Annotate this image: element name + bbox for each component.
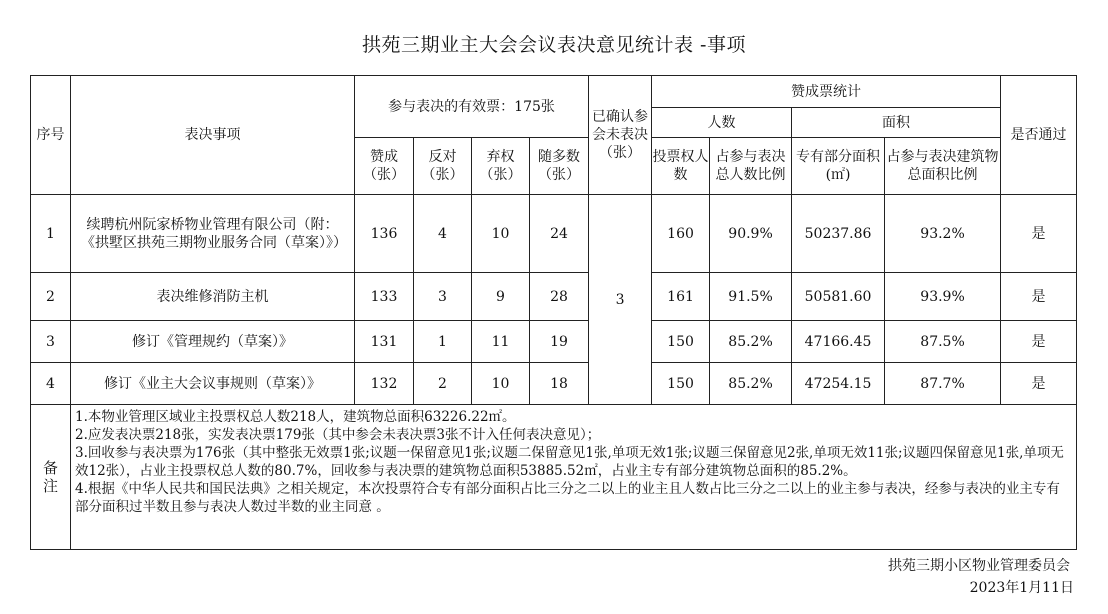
row-passed: 是 [1001,195,1077,273]
row-abstain: 11 [472,321,530,363]
table-row [31,195,1077,273]
table-row [31,363,1077,405]
header-area: 面积 [792,108,1001,138]
row-area-ratio: 87.7% [885,363,1001,405]
notes-label: 备注 [31,405,71,550]
row-area-ratio: 93.2% [885,195,1001,273]
row-majority: 19 [530,321,589,363]
row-majority: 24 [530,195,589,273]
row-oppose: 3 [414,273,472,321]
note-1: 1.本物业管理区域业主投票权总人数218人，建筑物总面积63226.22㎡。 [75,409,516,425]
header-persons: 人数 [652,108,792,138]
row-seq: 3 [31,321,71,363]
row-area-ratio: 93.9% [885,273,1001,321]
row-voters: 150 [652,321,710,363]
row-area-ratio: 87.5% [885,321,1001,363]
header-area-private: 专有部分面积(㎡) [792,138,885,195]
footer-date: 2023年1月11日 [969,580,1074,596]
row-area: 47166.45 [792,321,885,363]
row-oppose: 2 [414,363,472,405]
row-abstain: 10 [472,363,530,405]
row-oppose: 1 [414,321,472,363]
row-passed: 是 [1001,273,1077,321]
header-majority: 随多数（张） [530,138,589,195]
table-row [31,321,1077,363]
header-abstain: 弃权（张） [472,138,530,195]
row-voters-ratio: 85.2% [710,363,792,405]
confirmed-value: 3 [589,195,652,405]
row-area: 47254.15 [792,363,885,405]
row-voters-ratio: 90.9% [710,195,792,273]
header-voters-ratio: 占参与表决总人数比例 [710,138,792,195]
header-item: 表决事项 [71,76,355,195]
note-2: 2.应发表决票218张，实发表决票179张（其中参会未表决票3张不计入任何表决意见）； [75,427,601,443]
footer-organization: 拱苑三期小区物业管理委员会 [888,558,1070,574]
row-seq: 2 [31,273,71,321]
note-4: 4.根据《中华人民共和国民法典》之相关规定，本次投票符合专有部分面积占比三分之二以上的业主且人数占比三分之二以上的业主参与表决，经参与表决的业主专有部分面积过半数且参与表决人数过半数的业主同意 。 [75,481,1060,515]
row-seq: 1 [31,195,71,273]
row-voters: 160 [652,195,710,273]
row-abstain: 10 [472,195,530,273]
row-oppose: 4 [414,195,472,273]
header-voters: 投票权人数 [652,138,710,195]
header-approve: 赞成（张） [355,138,414,195]
row-area: 50237.86 [792,195,885,273]
note-3: 3.回收参与表决票为176张（其中整张无效票1张;议题一保留意见1张;议题二保留意见1张,单项无效1张;议题三保留意见2张,单项无效11张;议题四保留意见1张,单项无效12张），占业主投票权总人数的80.7%，回收参与表决票的建筑物总面积53885.52㎡，占业主专有部分建筑物总面积的85.2%。 [75,445,1064,479]
table-row [31,273,1077,321]
row-passed: 是 [1001,363,1077,405]
notes-row [31,405,1077,550]
header-oppose: 反对（张） [414,138,472,195]
row-item: 续聘杭州阮家桥物业管理有限公司（附：《拱墅区拱苑三期物业服务合同（草案）》） [71,195,355,273]
header-approve-stats: 赞成票统计 [652,76,1001,108]
row-seq: 4 [31,363,71,405]
header-valid-votes: 参与表决的有效票：175张 [355,76,589,138]
header-seq: 序号 [31,76,71,195]
row-approve: 133 [355,273,414,321]
row-majority: 28 [530,273,589,321]
row-majority: 18 [530,363,589,405]
notes-cell [71,405,1077,550]
row-approve: 132 [355,363,414,405]
row-item: 修订《业主大会议事规则（草案）》 [71,363,355,405]
header-passed: 是否通过 [1001,76,1077,195]
vote-statistics-table [30,75,1077,550]
row-area: 50581.60 [792,273,885,321]
row-abstain: 9 [472,273,530,321]
row-item: 修订《管理规约（草案）》 [71,321,355,363]
row-voters-ratio: 85.2% [710,321,792,363]
row-passed: 是 [1001,321,1077,363]
header-area-ratio: 占参与表决建筑物总面积比例 [885,138,1001,195]
header-confirmed: 已确认参会未表决（张） [589,76,652,195]
row-item: 表决维修消防主机 [71,273,355,321]
row-voters: 150 [652,363,710,405]
row-voters-ratio: 91.5% [710,273,792,321]
row-approve: 131 [355,321,414,363]
page-title: 拱苑三期业主大会会议表决意见统计表 -事项 [362,34,746,56]
row-voters: 161 [652,273,710,321]
row-approve: 136 [355,195,414,273]
